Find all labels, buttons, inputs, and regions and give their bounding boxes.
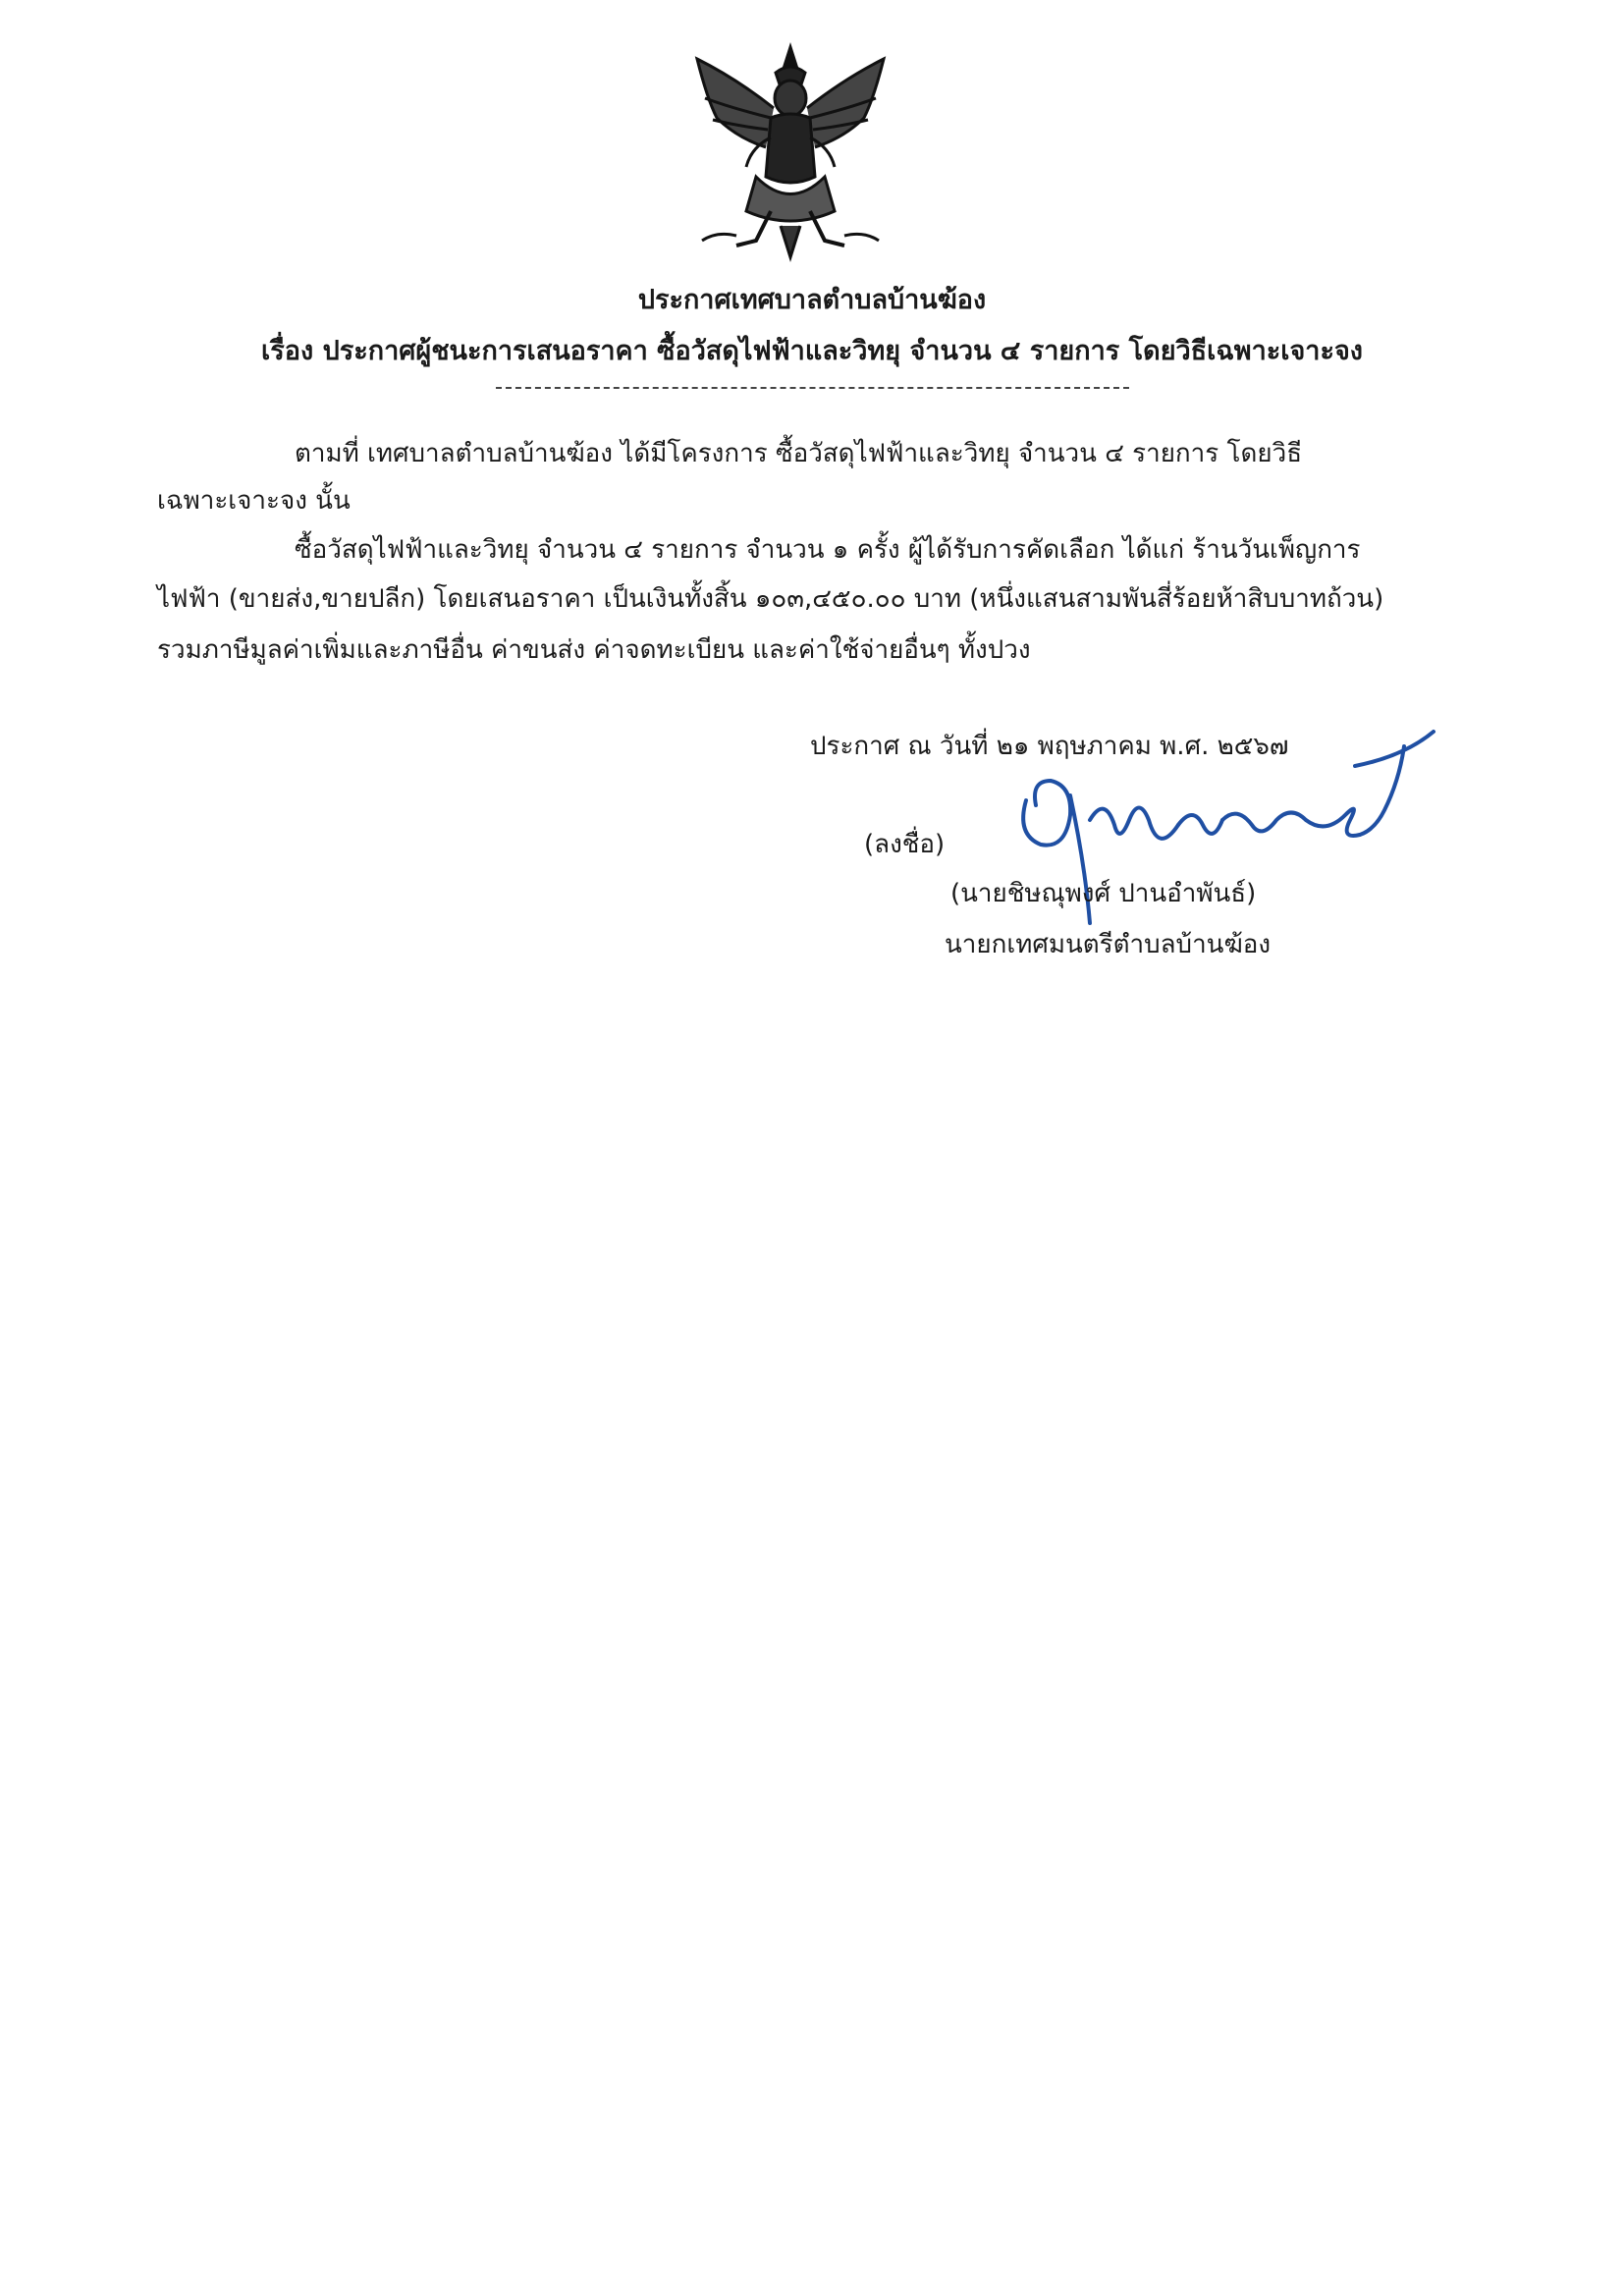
garuda-emblem-icon xyxy=(677,39,903,265)
paragraph1-line1: ตามที่ เทศบาลตำบลบ้านฆ้อง ได้มีโครงการ ซื้อวัสดุไฟฟ้าและวิทยุ จำนวน ๔ รายการ โดยวิธี xyxy=(295,439,1303,468)
paragraph1-line2: เฉพาะเจาะจง นั้น xyxy=(157,486,351,516)
document-subject xyxy=(0,334,1624,369)
subject-text: ประกาศผู้ชนะการเสนอราคา ซื้อวัสดุไฟฟ้าและวิทยุ จำนวน ๔ รายการ โดยวิธีเฉพาะเจาะจง xyxy=(322,336,1363,366)
signer-title: นายกเทศมนตรีตำบลบ้านฆ้อง xyxy=(945,930,1272,959)
signer-name: (นายชิษณุพงศ์ ปานอำพันธ์) xyxy=(950,879,1257,908)
sign-label: (ลงชื่อ) xyxy=(864,830,946,859)
handwritten-signature xyxy=(1011,727,1443,953)
paragraph2-line2: ไฟฟ้า (ขายส่ง,ขายปลีก) โดยเสนอราคา เป็นเงินทั้งสิ้น ๑๐๓,๔๕๐.๐๐ บาท (หนึ่งแสนสามพันสี่ร้อยห้าสิบบาทถ้วน) xyxy=(157,584,1384,614)
document-title: ประกาศเทศบาลตำบลบ้านฆ้อง xyxy=(637,285,987,315)
subject-prefix: เรื่อง xyxy=(261,336,323,366)
paragraph2-line3: รวมภาษีมูลค่าเพิ่มและภาษีอื่น ค่าขนส่ง ค่าจดทะเบียน และค่าใช้จ่ายอื่นๆ ทั้งปวง xyxy=(157,635,1031,665)
title-divider xyxy=(496,387,1129,389)
announce-date: ประกาศ ณ วันที่ ๒๑ พฤษภาคม พ.ศ. ๒๕๖๗ xyxy=(810,732,1289,761)
paragraph2-line1: ซื้อวัสดุไฟฟ้าและวิทยุ จำนวน ๔ รายการ จำนวน ๑ ครั้ง ผู้ได้รับการคัดเลือก ได้แก่ ร้านวันเพ็ญการ xyxy=(295,535,1361,565)
